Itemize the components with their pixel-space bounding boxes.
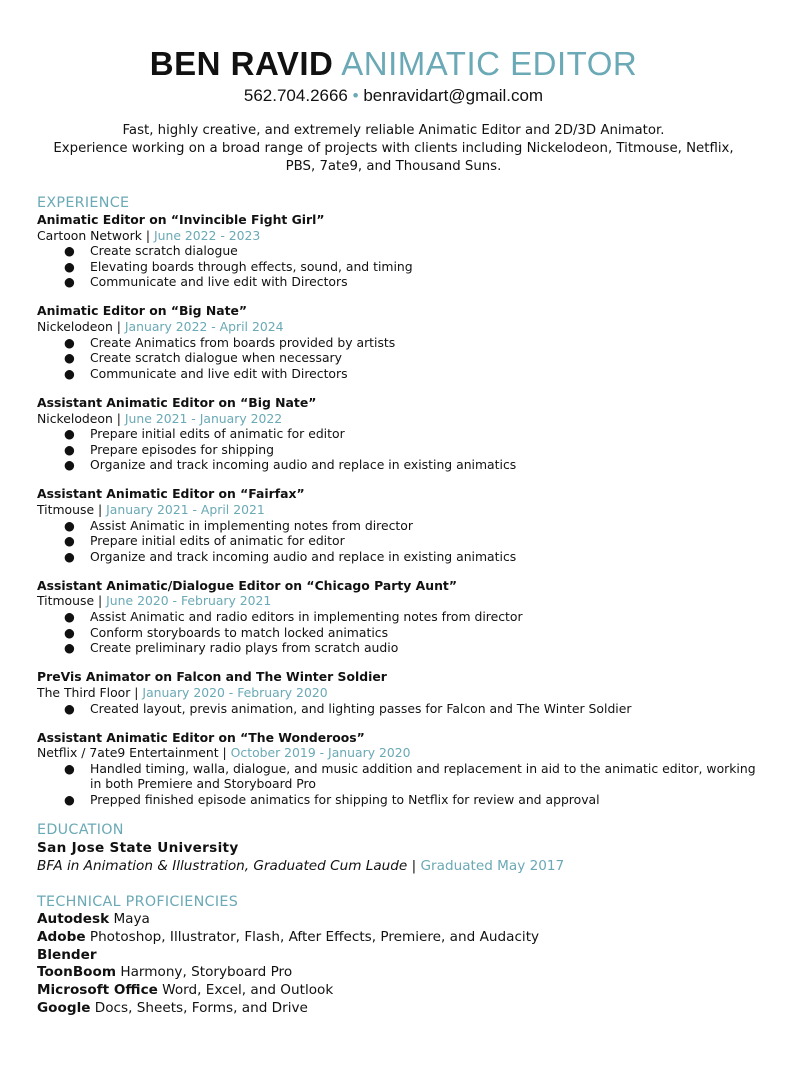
company-name: Titmouse xyxy=(37,502,95,517)
job-company-line xyxy=(37,411,757,427)
bullet-icon: ● xyxy=(64,517,75,533)
job-company-line xyxy=(37,593,757,609)
bullet-list xyxy=(37,609,757,656)
job-entry xyxy=(37,730,757,808)
bullet-icon: ● xyxy=(64,243,75,259)
tech-item xyxy=(37,947,757,965)
job-entry xyxy=(37,578,757,656)
tech-tools: Photoshop, Illustrator, Flash, After Effects, Premiere, and Audacity xyxy=(85,928,540,945)
bullet-list xyxy=(37,243,757,290)
tech-vendor: Blender xyxy=(37,946,97,963)
bullet-icon: ● xyxy=(64,700,75,716)
degree-line xyxy=(37,857,757,875)
candidate-role: ANIMATIC EDITOR xyxy=(341,45,638,82)
company-separator: | xyxy=(112,410,125,426)
tech-tools: Harmony, Storyboard Pro xyxy=(116,964,293,981)
job-dates: June 2022 - 2023 xyxy=(153,227,261,243)
job-company-line xyxy=(37,228,757,244)
bullet-item xyxy=(37,518,757,534)
education-heading: EDUCATION xyxy=(37,822,124,839)
bullet-text: Organize and track incoming audio and replace in existing animatics xyxy=(90,457,517,473)
phone-number: 562.704.2666 xyxy=(243,86,348,105)
bullet-item xyxy=(37,792,757,808)
bullet-item xyxy=(37,761,757,792)
job-dates: January 2022 - April 2024 xyxy=(124,319,284,335)
degree-separator: | xyxy=(407,858,421,875)
job-title: Assistant Animatic Editor on “Big Nate” xyxy=(37,394,317,410)
school-name: San Jose State University xyxy=(37,840,239,857)
bullet-text: Communicate and live edit with Directors xyxy=(90,274,348,290)
job-entry xyxy=(37,669,757,716)
job-dates: January 2020 - February 2020 xyxy=(142,684,328,700)
bullet-text: Elevating boards through effects, sound, and timing xyxy=(90,258,413,274)
company-separator: | xyxy=(94,593,107,609)
job-title: PreVis Animator on Falcon and The Winter Soldier xyxy=(37,669,387,685)
contact-separator: • xyxy=(352,86,359,105)
bullet-icon: ● xyxy=(64,548,75,564)
bullet-item xyxy=(37,426,757,442)
bullet-icon: ● xyxy=(64,792,75,807)
bullet-icon: ● xyxy=(64,624,75,640)
summary-line: PBS, 7ate9, and Thousand Suns. xyxy=(285,159,502,174)
experience-heading: EXPERIENCE xyxy=(37,195,130,211)
company-name: Nickelodeon xyxy=(37,319,113,335)
tech-vendor: Microsoft Office xyxy=(37,982,158,999)
summary xyxy=(30,122,757,176)
tech-item xyxy=(37,929,757,947)
tech-item xyxy=(37,1000,757,1018)
job-dates: October 2019 - January 2020 xyxy=(230,745,411,761)
bullet-item xyxy=(37,609,757,625)
job-company-line xyxy=(37,685,757,701)
job-entry xyxy=(37,303,757,381)
bullet-text: Prepped finished episode animatics for shipping to Netflix for review and approval xyxy=(90,792,600,807)
technical-heading: TECHNICAL PROFICIENCIES xyxy=(37,894,239,911)
bullet-item xyxy=(37,259,757,275)
summary-line: Fast, highly creative, and extremely reliable Animatic Editor and 2D/3D Animator. xyxy=(122,123,665,138)
tech-tools: Docs, Sheets, Forms, and Drive xyxy=(90,1000,308,1017)
job-title: Assistant Animatic Editor on “Fairfax” xyxy=(37,486,305,502)
company-separator: | xyxy=(112,319,125,335)
tech-tools: Word, Excel, and Outlook xyxy=(157,982,334,999)
bullet-icon: ● xyxy=(64,350,75,366)
job-company-line xyxy=(37,745,757,761)
bullet-item xyxy=(37,350,757,366)
bullet-text: Assist Animatic in implementing notes from director xyxy=(90,517,413,533)
bullet-item xyxy=(37,366,757,382)
bullet-icon: ● xyxy=(64,441,75,457)
job-title: Assistant Animatic/Dialogue Editor on “Chicago Party Aunt” xyxy=(37,577,457,593)
job-title: Assistant Animatic Editor on “The Wonderoos” xyxy=(37,729,365,745)
experience-section xyxy=(37,194,757,808)
resume-header xyxy=(0,44,787,107)
bullet-icon: ● xyxy=(64,334,75,350)
resume-body xyxy=(37,194,757,1018)
company-separator: | xyxy=(94,502,107,517)
bullet-icon: ● xyxy=(64,640,75,656)
company-name: The Third Floor xyxy=(37,684,131,700)
technical-section xyxy=(37,893,757,1018)
bullet-item xyxy=(37,274,757,290)
bullet-item xyxy=(37,549,757,565)
bullet-text: Create scratch dialogue when necessary xyxy=(90,350,342,366)
bullet-text: Prepare initial edits of animatic for editor xyxy=(90,426,345,442)
bullet-list xyxy=(37,335,757,382)
bullet-text: Prepare episodes for shipping xyxy=(90,441,275,457)
bullet-item xyxy=(37,457,757,473)
company-name: Netflix / 7ate9 Entertainment xyxy=(37,745,219,761)
bullet-text: Conform storyboards to match locked animatics xyxy=(90,624,389,640)
company-name: Cartoon Network xyxy=(37,227,142,243)
job-company-line xyxy=(37,319,757,335)
company-separator: | xyxy=(218,745,231,761)
bullet-item xyxy=(37,533,757,549)
bullet-item xyxy=(37,640,757,656)
bullet-icon: ● xyxy=(64,258,75,274)
graduation-date: Graduated May 2017 xyxy=(420,858,565,875)
tech-vendor: Autodesk xyxy=(37,911,110,928)
tech-item xyxy=(37,911,757,929)
bullet-item xyxy=(37,335,757,351)
summary-line: Experience working on a broad range of projects with clients including Nickelodeon, Titmouse, Netflix, xyxy=(53,141,734,156)
job-title: Animatic Editor on “Big Nate” xyxy=(37,303,248,319)
bullet-icon: ● xyxy=(64,426,75,442)
bullet-text: Create preliminary radio plays from scratch audio xyxy=(90,640,399,656)
bullet-text: Create Animatics from boards provided by artists xyxy=(90,334,396,350)
tech-item xyxy=(37,982,757,1000)
bullet-list xyxy=(37,426,757,473)
company-separator: | xyxy=(141,227,154,243)
job-entry xyxy=(37,212,757,290)
bullet-text: Create scratch dialogue xyxy=(90,243,238,259)
bullet-text: Created layout, previs animation, and lighting passes for Falcon and The Winter Soldier xyxy=(90,700,632,716)
education-section xyxy=(37,821,757,875)
bullet-text: Prepare initial edits of animatic for editor xyxy=(90,533,345,549)
job-dates: June 2020 - February 2021 xyxy=(106,593,272,609)
technical-list xyxy=(37,911,757,1018)
name-line xyxy=(0,44,787,84)
tech-vendor: Adobe xyxy=(37,928,86,945)
bullet-text: Handled timing, walla, dialogue, and music addition and replacement in aid to the animatic editor, working in both Premiere and Storyboard Pro xyxy=(90,760,756,792)
tech-vendor: ToonBoom xyxy=(37,964,117,981)
bullet-icon: ● xyxy=(64,274,75,290)
company-name: Titmouse xyxy=(37,593,95,609)
bullet-item xyxy=(37,243,757,259)
bullet-item xyxy=(37,625,757,641)
bullet-text: Assist Animatic and radio editors in implementing notes from director xyxy=(90,609,523,625)
tech-vendor: Google xyxy=(37,1000,91,1017)
bullet-icon: ● xyxy=(64,365,75,381)
candidate-name: BEN RAVID xyxy=(149,45,334,82)
company-name: Nickelodeon xyxy=(37,410,113,426)
bullet-icon: ● xyxy=(64,760,75,776)
tech-tools: Maya xyxy=(109,911,150,928)
bullet-item xyxy=(37,442,757,458)
job-dates: June 2021 - January 2022 xyxy=(124,410,283,426)
job-entry xyxy=(37,395,757,473)
bullet-item xyxy=(37,701,757,717)
bullet-icon: ● xyxy=(64,457,75,473)
tech-item xyxy=(37,964,757,982)
job-entry xyxy=(37,486,757,564)
bullet-list xyxy=(37,701,757,717)
job-list xyxy=(37,212,757,808)
job-company-line xyxy=(37,502,757,518)
email-address: benravidart@gmail.com xyxy=(363,86,544,105)
bullet-list xyxy=(37,761,757,808)
job-title: Animatic Editor on “Invincible Fight Girl” xyxy=(37,212,325,227)
bullet-text: Organize and track incoming audio and replace in existing animatics xyxy=(90,548,517,564)
bullet-text: Communicate and live edit with Directors xyxy=(90,365,348,381)
bullet-icon: ● xyxy=(64,533,75,549)
job-dates: January 2021 - April 2021 xyxy=(106,502,265,517)
degree: BFA in Animation & Illustration, Graduated Cum Laude xyxy=(37,858,408,875)
bullet-list xyxy=(37,518,757,565)
company-separator: | xyxy=(130,684,143,700)
contact-line xyxy=(0,85,787,107)
bullet-icon: ● xyxy=(64,609,75,625)
